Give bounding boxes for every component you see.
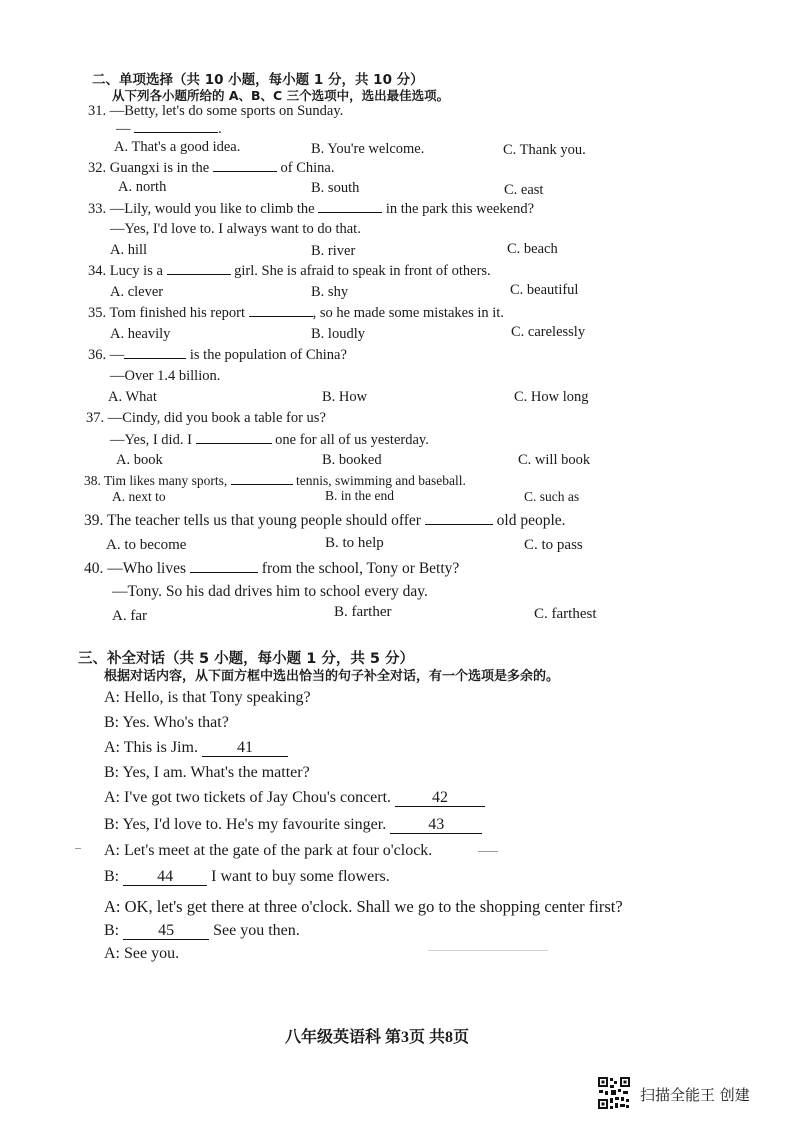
answer-blank-42[interactable]: 42 <box>395 790 485 807</box>
q39-option-a: A. to become <box>106 537 187 553</box>
q33-line2: —Yes, I'd love to. I always want to do that. <box>110 221 361 237</box>
dialogue-line: A: I've got two tickets of Jay Chou's concert. 42 <box>104 789 485 807</box>
section2-heading: 二、单项选择（共 10 小题，每小题 1 分，共 10 分） <box>92 72 424 88</box>
dialogue-line: A: This is Jim. 41 <box>104 739 288 757</box>
dialogue-line: A: Hello, is that Tony speaking? <box>104 689 311 706</box>
q37-line2: —Yes, I did. I one for all of us yesterday. <box>110 432 429 448</box>
answer-blank-44[interactable]: 44 <box>123 869 207 886</box>
q31-line1: 31. —Betty, let's do some sports on Sunday. <box>88 103 344 119</box>
dialogue-line: B: 44 I want to buy some flowers. <box>104 868 390 885</box>
dialogue-line: A: Let's meet at the gate of the park at four o'clock. <box>104 842 433 859</box>
q34-stem: 34. Lucy is a girl. She is afraid to speak in front of others. <box>88 263 491 279</box>
q37-line1: 37. —Cindy, did you book a table for us? <box>86 410 326 426</box>
q40-option-a: A. far <box>112 608 147 624</box>
q35-option-a: A. heavily <box>110 326 171 342</box>
dialogue-line: B: 45 See you then. <box>104 922 300 939</box>
q38-option-a: A. next to <box>112 489 166 504</box>
q32-option-a: A. north <box>118 179 167 195</box>
q40-line1: 40. —Who lives from the school, Tony or Betty? <box>84 560 460 577</box>
q39-stem: 39. The teacher tells us that young people should offer old people. <box>84 512 566 529</box>
q33-option-a: A. hill <box>110 242 148 258</box>
q40-option-b: B. farther <box>334 604 392 620</box>
q33-option-c: C. beach <box>507 241 558 257</box>
q36-line1: 36. — is the population of China? <box>88 347 347 363</box>
q39-option-b: B. to help <box>325 535 384 551</box>
q38-option-b: B. in the end <box>325 488 394 503</box>
q36-line2: —Over 1.4 billion. <box>110 368 221 384</box>
q32-option-b: B. south <box>311 180 360 196</box>
scan-speck <box>478 851 498 852</box>
q37-option-c: C. will book <box>518 452 591 468</box>
answer-blank-41[interactable]: 41 <box>202 740 288 757</box>
dialogue-line: A: OK, let's get there at three o'clock. Shall we go to the shopping center first? <box>104 897 623 916</box>
dialogue-line: A: See you. <box>104 945 180 962</box>
q34-option-b: B. shy <box>311 284 349 300</box>
q38-option-c: C. such as <box>524 489 580 504</box>
q31-option-b: B. You're welcome. <box>311 141 425 157</box>
q31-line2: — . <box>116 121 222 137</box>
dialogue-line: B: Yes. Who's that? <box>104 714 229 731</box>
q36-option-c: C. How long <box>514 389 589 405</box>
q36-option-a: A. What <box>108 389 157 405</box>
q33-line1: 33. —Lily, would you like to climb the in the park this weekend? <box>88 201 535 217</box>
answer-blank-45[interactable]: 45 <box>123 923 209 940</box>
answer-blank-43[interactable]: 43 <box>390 817 482 834</box>
q40-option-c: C. farthest <box>534 606 597 622</box>
qr-code-icon <box>597 1076 631 1110</box>
q31-option-a: A. That's a good idea. <box>114 139 241 155</box>
dialogue-line: B: Yes, I'd love to. He's my favourite singer. 43 <box>104 816 482 834</box>
q36-option-b: B. How <box>322 389 368 405</box>
q37-option-b: B. booked <box>322 452 382 468</box>
page-footer: 八年级英语科 第3页 共8页 <box>285 1029 470 1046</box>
q32-stem: 32. Guangxi is in the of China. <box>88 160 335 176</box>
scan-speck <box>428 950 548 951</box>
q39-option-c: C. to pass <box>524 537 583 553</box>
scanner-label: 扫描全能王 创建 <box>640 1086 750 1104</box>
q34-option-c: C. beautiful <box>510 282 579 298</box>
q31-option-c: C. Thank you. <box>503 142 586 158</box>
q34-option-a: A. clever <box>110 284 164 300</box>
q32-option-c: C. east <box>504 182 544 198</box>
q40-line2: —Tony. So his dad drives him to school every day. <box>112 583 428 600</box>
q35-option-c: C. carelessly <box>511 324 586 340</box>
section2-instruction: 从下列各小题所给的 A、B、C 三个选项中，选出最佳选项。 <box>112 88 450 103</box>
section3-instruction: 根据对话内容，从下面方框中选出恰当的句子补全对话，有一个选项是多余的。 <box>104 669 560 684</box>
section3-heading: 三、补全对话（共 5 小题，每小题 1 分，共 5 分） <box>78 651 415 667</box>
scan-speck <box>75 848 81 849</box>
q38-stem: 38. Tim likes many sports, tennis, swimming and baseball. <box>84 473 466 488</box>
q35-stem: 35. Tom finished his report , so he made some mistakes in it. <box>88 305 504 321</box>
dialogue-line: B: Yes, I am. What's the matter? <box>104 764 310 781</box>
q33-option-b: B. river <box>311 243 356 259</box>
q37-option-a: A. book <box>116 452 163 468</box>
q35-option-b: B. loudly <box>311 326 365 342</box>
